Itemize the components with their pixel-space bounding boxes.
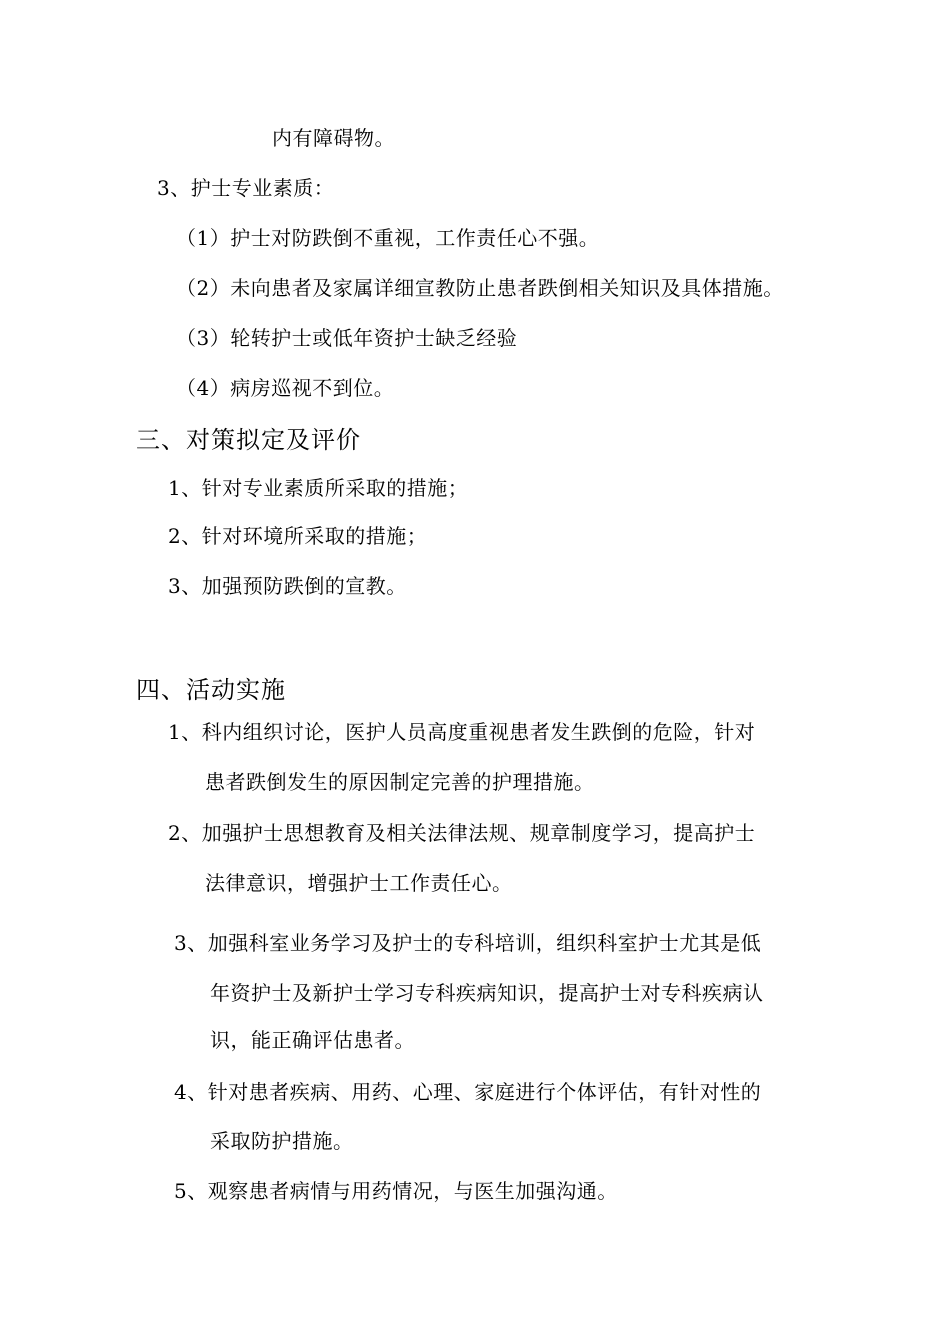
subitem-1: （1）护士对防跌倒不重视，工作责任心不强。 [176,226,600,250]
section-three-item-1: 1、针对专业素质所采取的措施； [168,476,469,500]
section-three-item-2: 2、针对环境所采取的措施； [168,524,428,548]
subitem-3: （3）轮转护士或低年资护士缺乏经验 [176,326,518,350]
section-three-heading: 三、对策拟定及评价 [136,426,361,454]
section-four-heading: 四、活动实施 [136,676,286,704]
section-four-item-3-cont-2: 识，能正确评估患者。 [210,1028,415,1052]
section-four-item-1-cont: 患者跌倒发生的原因制定完善的护理措施。 [205,770,595,794]
continuation-line: 内有障碍物。 [272,126,395,150]
section-four-item-3: 3、加强科室业务学习及护士的专科培训，组织科室护士尤其是低 [174,931,762,955]
section-four-item-1: 1、科内组织讨论，医护人员高度重视患者发生跌倒的危险，针对 [168,720,756,744]
nurse-quality-item-title: 3、护士专业素质： [157,176,335,200]
subitem-2: （2）未向患者及家属详细宣教防止患者跌倒相关知识及具体措施。 [176,276,784,300]
section-four-item-5: 5、观察患者病情与用药情况，与医生加强沟通。 [174,1179,618,1203]
section-three-item-3: 3、加强预防跌倒的宣教。 [168,574,407,598]
section-four-item-3-cont-1: 年资护士及新护士学习专科疾病知识，提高护士对专科疾病认 [210,981,764,1005]
subitem-4: （4）病房巡视不到位。 [176,376,395,400]
section-four-item-4-cont: 采取防护措施。 [210,1129,354,1153]
section-four-item-2: 2、加强护士思想教育及相关法律法规、规章制度学习，提高护士 [168,821,756,845]
section-four-item-4: 4、针对患者疾病、用药、心理、家庭进行个体评估，有针对性的 [174,1080,762,1104]
section-four-item-2-cont: 法律意识，增强护士工作责任心。 [205,871,513,895]
